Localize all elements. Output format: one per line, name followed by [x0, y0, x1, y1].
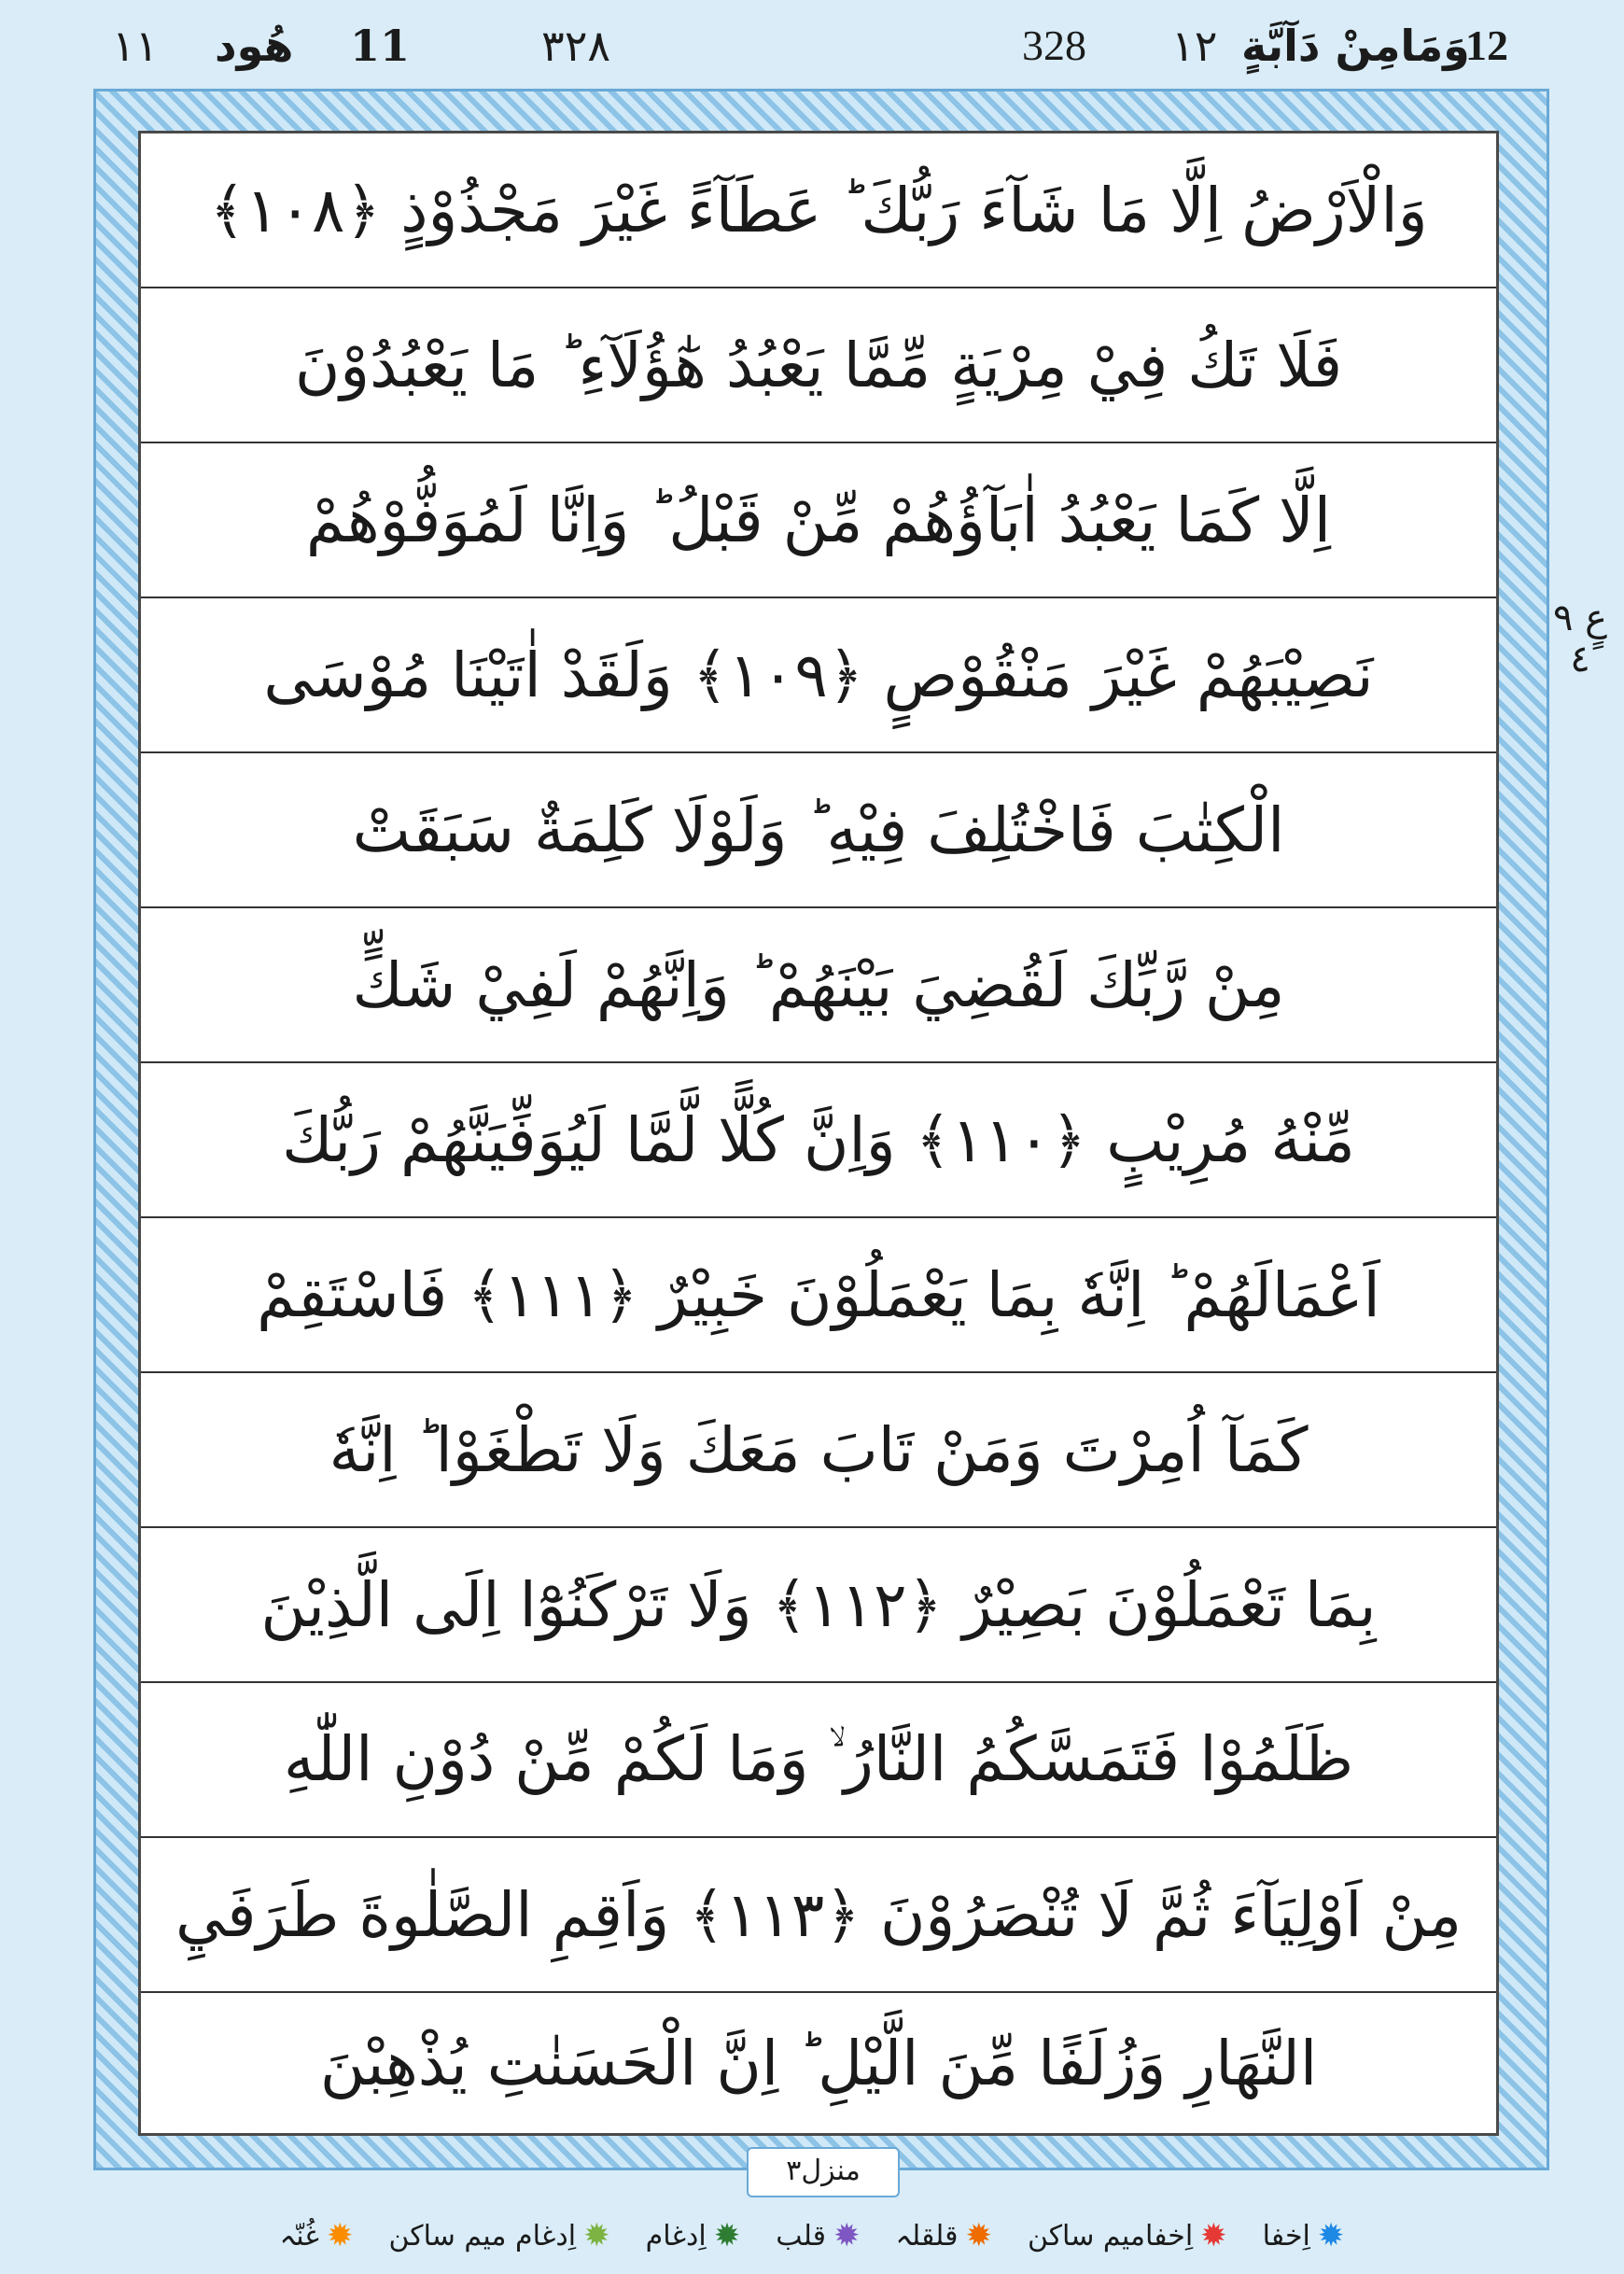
legend-item-ikhfa [1262, 2217, 1345, 2254]
legend-item-ghunna [279, 2217, 354, 2254]
tajweed-legend [0, 2203, 1624, 2268]
legend-item-ikhfa-meem-sakin [1027, 2217, 1227, 2254]
quran-text-panel [138, 131, 1499, 2136]
text-line-10: بِمَا تَعْمَلُوْنَ بَصِيْرٌ ﴿١١٢﴾ وَلَا تَرْكَنُوْٓا اِلَى الَّذِيْنَ [141, 1528, 1496, 1683]
legend-item-idgham [645, 2217, 741, 2254]
star-icon: ✹ [965, 2217, 992, 2254]
text-line-4: نَصِيْبَهُمْ غَيْرَ مَنْقُوْصٍ ﴿١٠٩﴾ وَلَقَدْ اٰتَيْنَا مُوْسَى [141, 598, 1496, 753]
para-number: 12 [1465, 21, 1508, 69]
star-icon: ✹ [833, 2217, 861, 2254]
page-number: 328 [1022, 21, 1086, 69]
legend-label: قلب [776, 2219, 826, 2253]
star-icon: ✹ [583, 2217, 610, 2254]
star-icon: ✹ [1317, 2217, 1345, 2254]
surah-number-arabic: ١١ [112, 21, 159, 71]
para-number-arabic: ١٢ [1171, 21, 1218, 71]
legend-label: اِخفامیم ساکن [1027, 2219, 1194, 2253]
text-line-3: اِلَّا كَمَا يَعْبُدُ اٰبَآؤُهُمْ مِّنْ قَبْلُ ؕ وَاِنَّا لَمُوَفُّوْهُمْ [141, 443, 1496, 598]
star-icon: ✹ [326, 2217, 354, 2254]
star-icon: ✹ [1200, 2217, 1227, 2254]
text-line-7: مِّنْهُ مُرِيْبٍ ﴿١١٠﴾ وَاِنَّ كُلًّا لَّمَّا لَيُوَفِّيَنَّهُمْ رَبُّكَ [141, 1063, 1496, 1218]
text-line-6: مِنْ رَّبِّكَ لَقُضِيَ بَيْنَهُمْ ؕ وَاِنَّهُمْ لَفِيْ شَكٍّ [141, 908, 1496, 1063]
text-line-8: اَعْمَالَهُمْ ؕ اِنَّهٗ بِمَا يَعْمَلُوْنَ خَبِيْرٌ ﴿١١١﴾ فَاسْتَقِمْ [141, 1218, 1496, 1373]
text-line-2: فَلَا تَكُ فِيْ مِرْيَةٍ مِّمَّا يَعْبُدُ هٰٓؤُلَآءِ ؕ مَا يَعْبُدُوْنَ [141, 288, 1496, 443]
surah-name: هُود [215, 21, 294, 71]
star-icon: ✹ [713, 2217, 741, 2254]
legend-label: اِدغام [645, 2219, 707, 2253]
legend-item-qalqala [895, 2217, 992, 2254]
ruku-marker: عٍ ٩ ٤ [1552, 597, 1608, 681]
text-line-5: الْكِتٰبَ فَاخْتُلِفَ فِيْهِ ؕ وَلَوْلَا كَلِمَةٌ سَبَقَتْ [141, 753, 1496, 908]
para-name: وَمَامِنْ دَآبَّةٍ [1241, 21, 1470, 71]
legend-item-idgham-meem-sakin [388, 2217, 610, 2254]
page-number-arabic: ٣٢٨ [541, 21, 611, 71]
legend-label: غُنّہ [279, 2219, 319, 2253]
legend-label: اِخفا [1262, 2219, 1310, 2253]
text-line-11: ظَلَمُوْا فَتَمَسَّكُمُ النَّارُ ۙ وَمَا لَكُمْ مِّنْ دُوْنِ اللّٰهِ [141, 1683, 1496, 1838]
legend-label: اِدغام میم ساکن [388, 2219, 577, 2253]
legend-label: قلقلہ [895, 2219, 959, 2253]
text-line-12: مِنْ اَوْلِيَآءَ ثُمَّ لَا تُنْصَرُوْنَ ﴿١١٣﴾ وَاَقِمِ الصَّلٰوةَ طَرَفَيِ [141, 1838, 1496, 1993]
surah-number: 11 [350, 21, 411, 71]
manzil-label: منزل٣ [747, 2147, 900, 2197]
text-line-13: النَّهَارِ وَزُلَفًا مِّنَ الَّيْلِ ؕ اِنَّ الْحَسَنٰتِ يُذْهِبْنَ [319, 2027, 1318, 2099]
text-line-1: وَالْاَرْضُ اِلَّا مَا شَآءَ رَبُّكَ ؕ عَطَآءً غَيْرَ مَجْذُوْذٍ ﴿١٠٨﴾ [141, 133, 1496, 288]
legend-item-qalb [776, 2217, 861, 2254]
text-line-9: كَمَآ اُمِرْتَ وَمَنْ تَابَ مَعَكَ وَلَا تَطْغَوْا ؕ اِنَّهٗ [141, 1373, 1496, 1528]
